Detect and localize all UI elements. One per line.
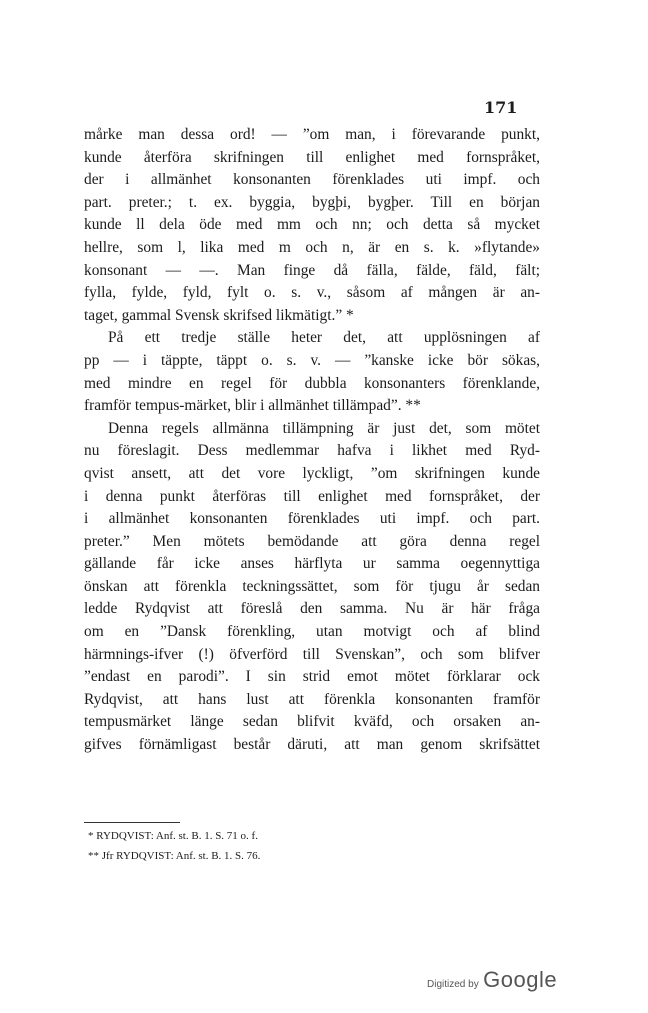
text-line: taget, gammal Svensk skrifsed likmätigt.” * <box>84 306 354 324</box>
footnote: ** Jfr RYDQVIST: Anf. st. B. 1. S. 76. <box>88 850 261 862</box>
text-line: nu föreslagit. Dess medlemmar hafva i likhet med Ryd- <box>84 442 540 460</box>
text-line: konsonant — —. Man finge då fälla, fälde, fäld, fält; <box>84 261 540 279</box>
text-line: fylla, fylde, fyld, fylt o. s. v., såsom af mången är an- <box>84 284 540 302</box>
text-line: i allmänhet konsonanten förenklades uti impf. och part. <box>84 510 540 528</box>
text-line: om en ”Dansk förenkling, utan motvigt och af blind <box>84 623 540 641</box>
body-text <box>84 124 540 757</box>
text-line: preter.” Men mötets bemödande att göra denna regel <box>84 532 540 550</box>
text-line: hellre, som l, lika med m och n, är en s. k. »flytande» <box>84 238 540 256</box>
digitized-watermark <box>427 967 557 993</box>
text-line: qvist ansett, att det vore lyckligt, ”om skrifningen kunde <box>84 464 540 482</box>
footnote-divider <box>84 822 180 823</box>
text-line: pp — i täppte, täppt o. s. v. — ”kanske icke bör sökas, <box>84 351 540 369</box>
page-number: 171 <box>484 98 518 117</box>
text-line: mårke man dessa ord! — ”om man, i förevarande punkt, <box>84 126 540 143</box>
text-line: tempusmärket länge sedan blifvit kväfd, och orsaken an- <box>84 713 540 731</box>
text-line: der i allmänhet konsonanten förenklades uti impf. och <box>84 171 540 189</box>
watermark-brand: Google <box>483 967 558 992</box>
text-line: med mindre en regel för dubbla konsonanters förenklande, <box>84 374 540 392</box>
footnote: * RYDQVIST: Anf. st. B. 1. S. 71 o. f. <box>88 830 258 842</box>
text-line: På ett tredje ställe heter det, att upplösningen af <box>108 329 540 347</box>
text-line: part. preter.; t. ex. byggia, bygþi, bygþer. Till en början <box>84 193 540 211</box>
text-line: kunde ll dela öde med mm och nn; och detta så mycket <box>84 216 540 234</box>
text-line: i denna punkt återföras till enlighet med fornspråket, der <box>84 487 540 505</box>
text-line: Denna regels allmänna tillämpning är just det, som mötet <box>108 419 540 437</box>
text-line: kunde återföra skrifningen till enlighet med fornspråket, <box>84 148 540 166</box>
text-line: härmnings-ifver (!) öfverförd till Svenskan”, och som blifver <box>84 645 540 663</box>
text-line: framför tempus-märket, blir i allmänhet tillämpad”. ** <box>84 397 421 415</box>
text-line: gifves förnämligast består däruti, att man genom skrifsättet <box>84 736 540 754</box>
text-line: ”endast en parodi”. I sin strid emot mötet förklarar ock <box>84 668 540 686</box>
footnotes <box>88 826 260 866</box>
text-line: ledde Rydqvist att föreslå den samma. Nu är här fråga <box>84 600 540 618</box>
text-line: önskan att förenkla teckningssättet, som för tjugu år sedan <box>84 577 540 595</box>
watermark-prefix: Digitized by <box>427 979 479 990</box>
text-line: gällande får icke anses härflyta ur samma oegennyttiga <box>84 555 540 573</box>
text-line: Rydqvist, att hans lust att förenkla konsonanten framför <box>84 690 540 708</box>
